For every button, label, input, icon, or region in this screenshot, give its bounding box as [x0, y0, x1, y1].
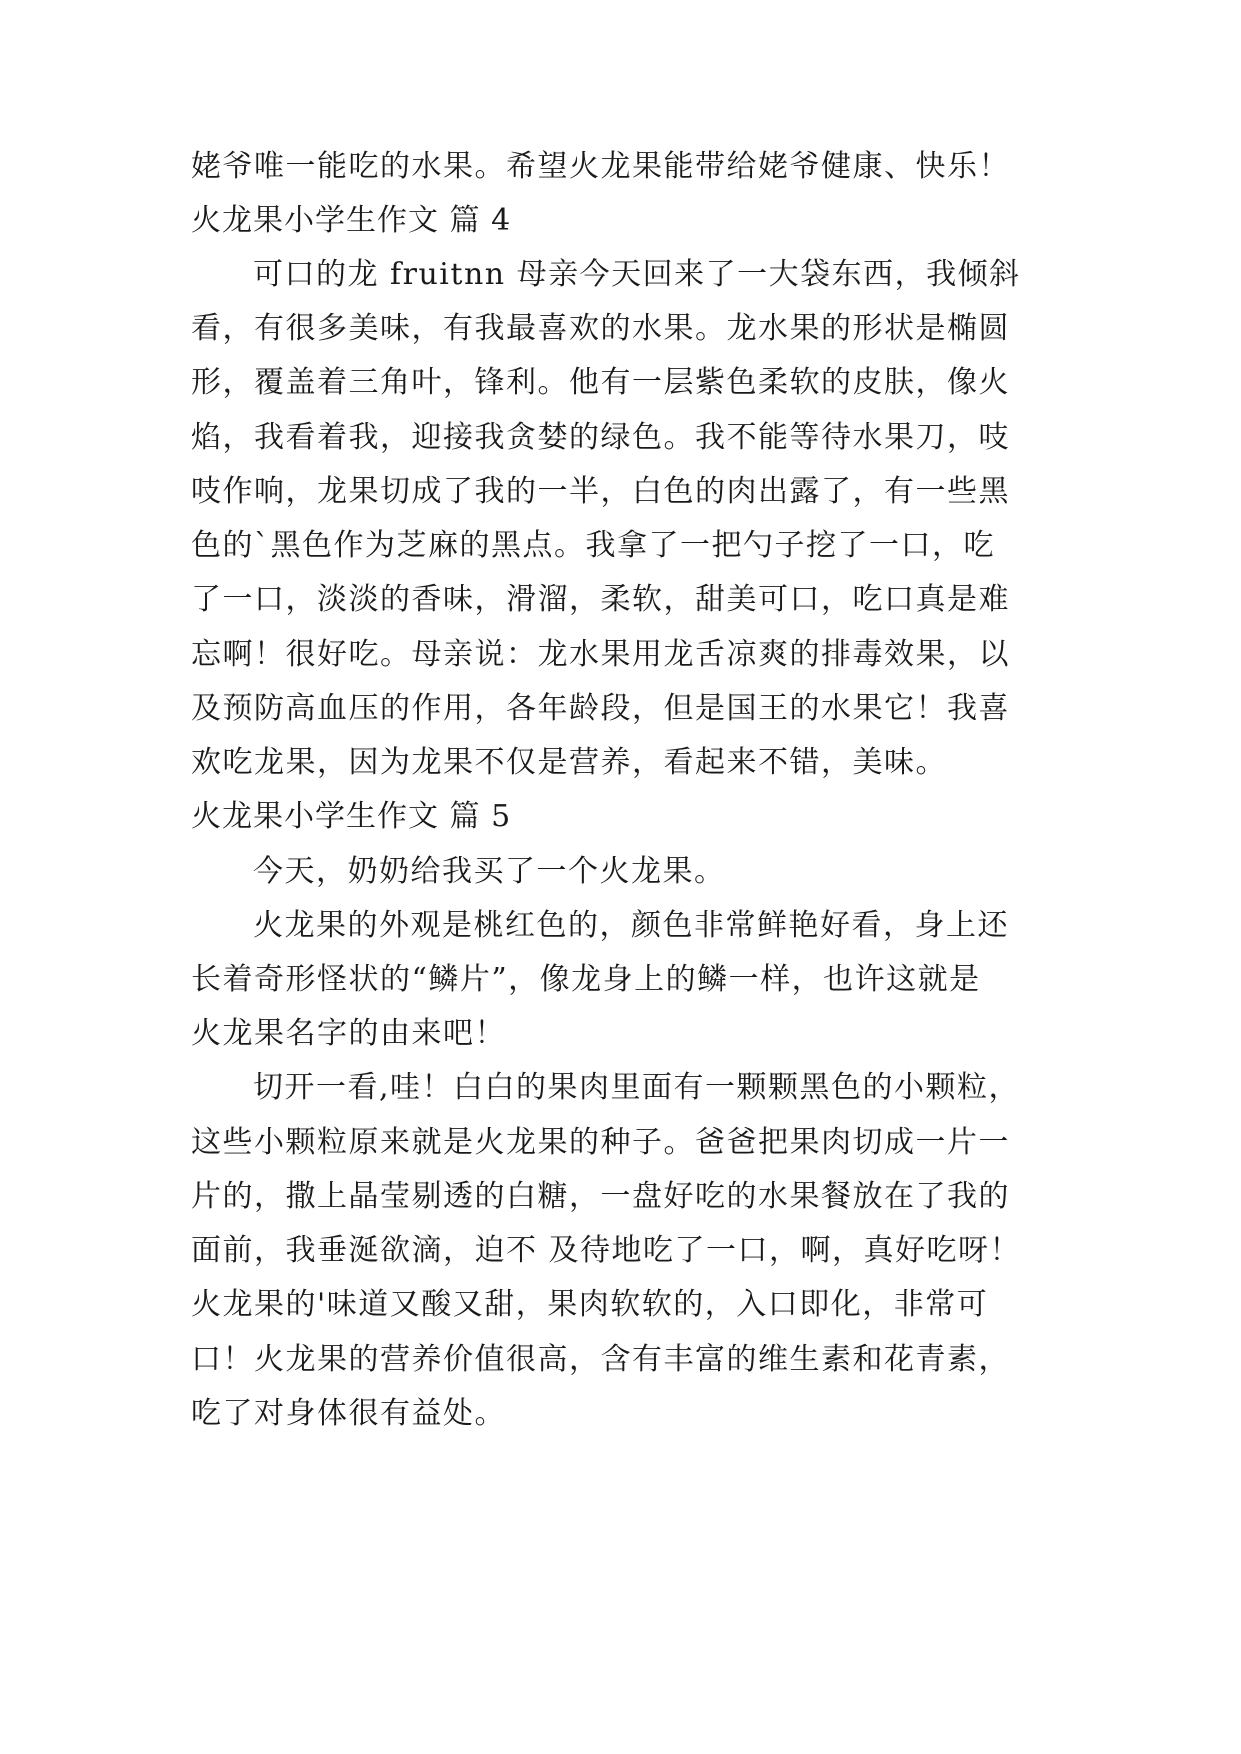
text-line: 了一口，淡淡的香味，滑溜，柔软，甜美可口，吃口真是难	[191, 582, 1010, 617]
text-line: 口！火龙果的营养价值很高，含有丰富的维生素和花青素，	[191, 1342, 1010, 1377]
text-line: 看，有很多美味，有我最喜欢的水果。龙水果的形状是椭圆	[191, 311, 1010, 346]
text-line: 火龙果名字的由来吧！	[191, 1016, 506, 1051]
section-heading: 火龙果小学生作文 篇 4	[191, 203, 512, 238]
text-line: 忘啊！很好吃。母亲说：龙水果用龙舌凉爽的排毒效果，以	[191, 637, 1010, 672]
section-heading: 火龙果小学生作文 篇 5	[191, 799, 512, 834]
text-line: 色的`黑色作为芝麻的黑点。我拿了一把勺子挖了一口，吃	[191, 528, 995, 563]
text-line: 今天，奶奶给我买了一个火龙果。	[253, 854, 726, 889]
text-line: 片的，撒上晶莹剔透的白糖，一盘好吃的水果餐放在了我的	[191, 1179, 1010, 1214]
text-line: 姥爷唯一能吃的水果。希望火龙果能带给姥爷健康、快乐！	[191, 149, 1010, 184]
text-line: 吱作响，龙果切成了我的一半，白色的肉出露了，有一些黑	[191, 474, 1010, 509]
text-line: 及预防高血压的作用，各年龄段，但是国王的水果它！我喜	[191, 691, 1010, 726]
text-line: 火龙果的外观是桃红色的，颜色非常鲜艳好看，身上还	[253, 908, 1009, 943]
text-line: 欢吃龙果，因为龙果不仅是营养，看起来不错，美味。	[191, 745, 947, 780]
text-line: 火龙果的'味道又酸又甜，果肉软软的，入口即化，非常可	[191, 1287, 989, 1322]
text-line: 切开一看,哇！白白的果肉里面有一颗颗黑色的小颗粒，	[253, 1070, 1021, 1105]
text-line: 可口的龙 fruitnn 母亲今天回来了一大袋东西，我倾斜	[253, 257, 1021, 292]
text-line: 这些小颗粒原来就是火龙果的种子。爸爸把果肉切成一片一	[191, 1125, 1010, 1160]
text-line: 吃了对身体很有益处。	[191, 1396, 506, 1431]
text-line: 形，覆盖着三角叶，锋利。他有一层紫色柔软的皮肤，像火	[191, 365, 1010, 400]
text-line: 面前，我垂涎欲滴，迫不 及待地吃了一口，啊，真好吃呀！	[191, 1233, 1022, 1268]
text-line: 焰，我看着我，迎接我贪婪的绿色。我不能等待水果刀，吱	[191, 420, 1010, 455]
text-line: 长着奇形怪状的“鳞片”，像龙身上的鳞一样，也许这就是	[191, 962, 981, 997]
